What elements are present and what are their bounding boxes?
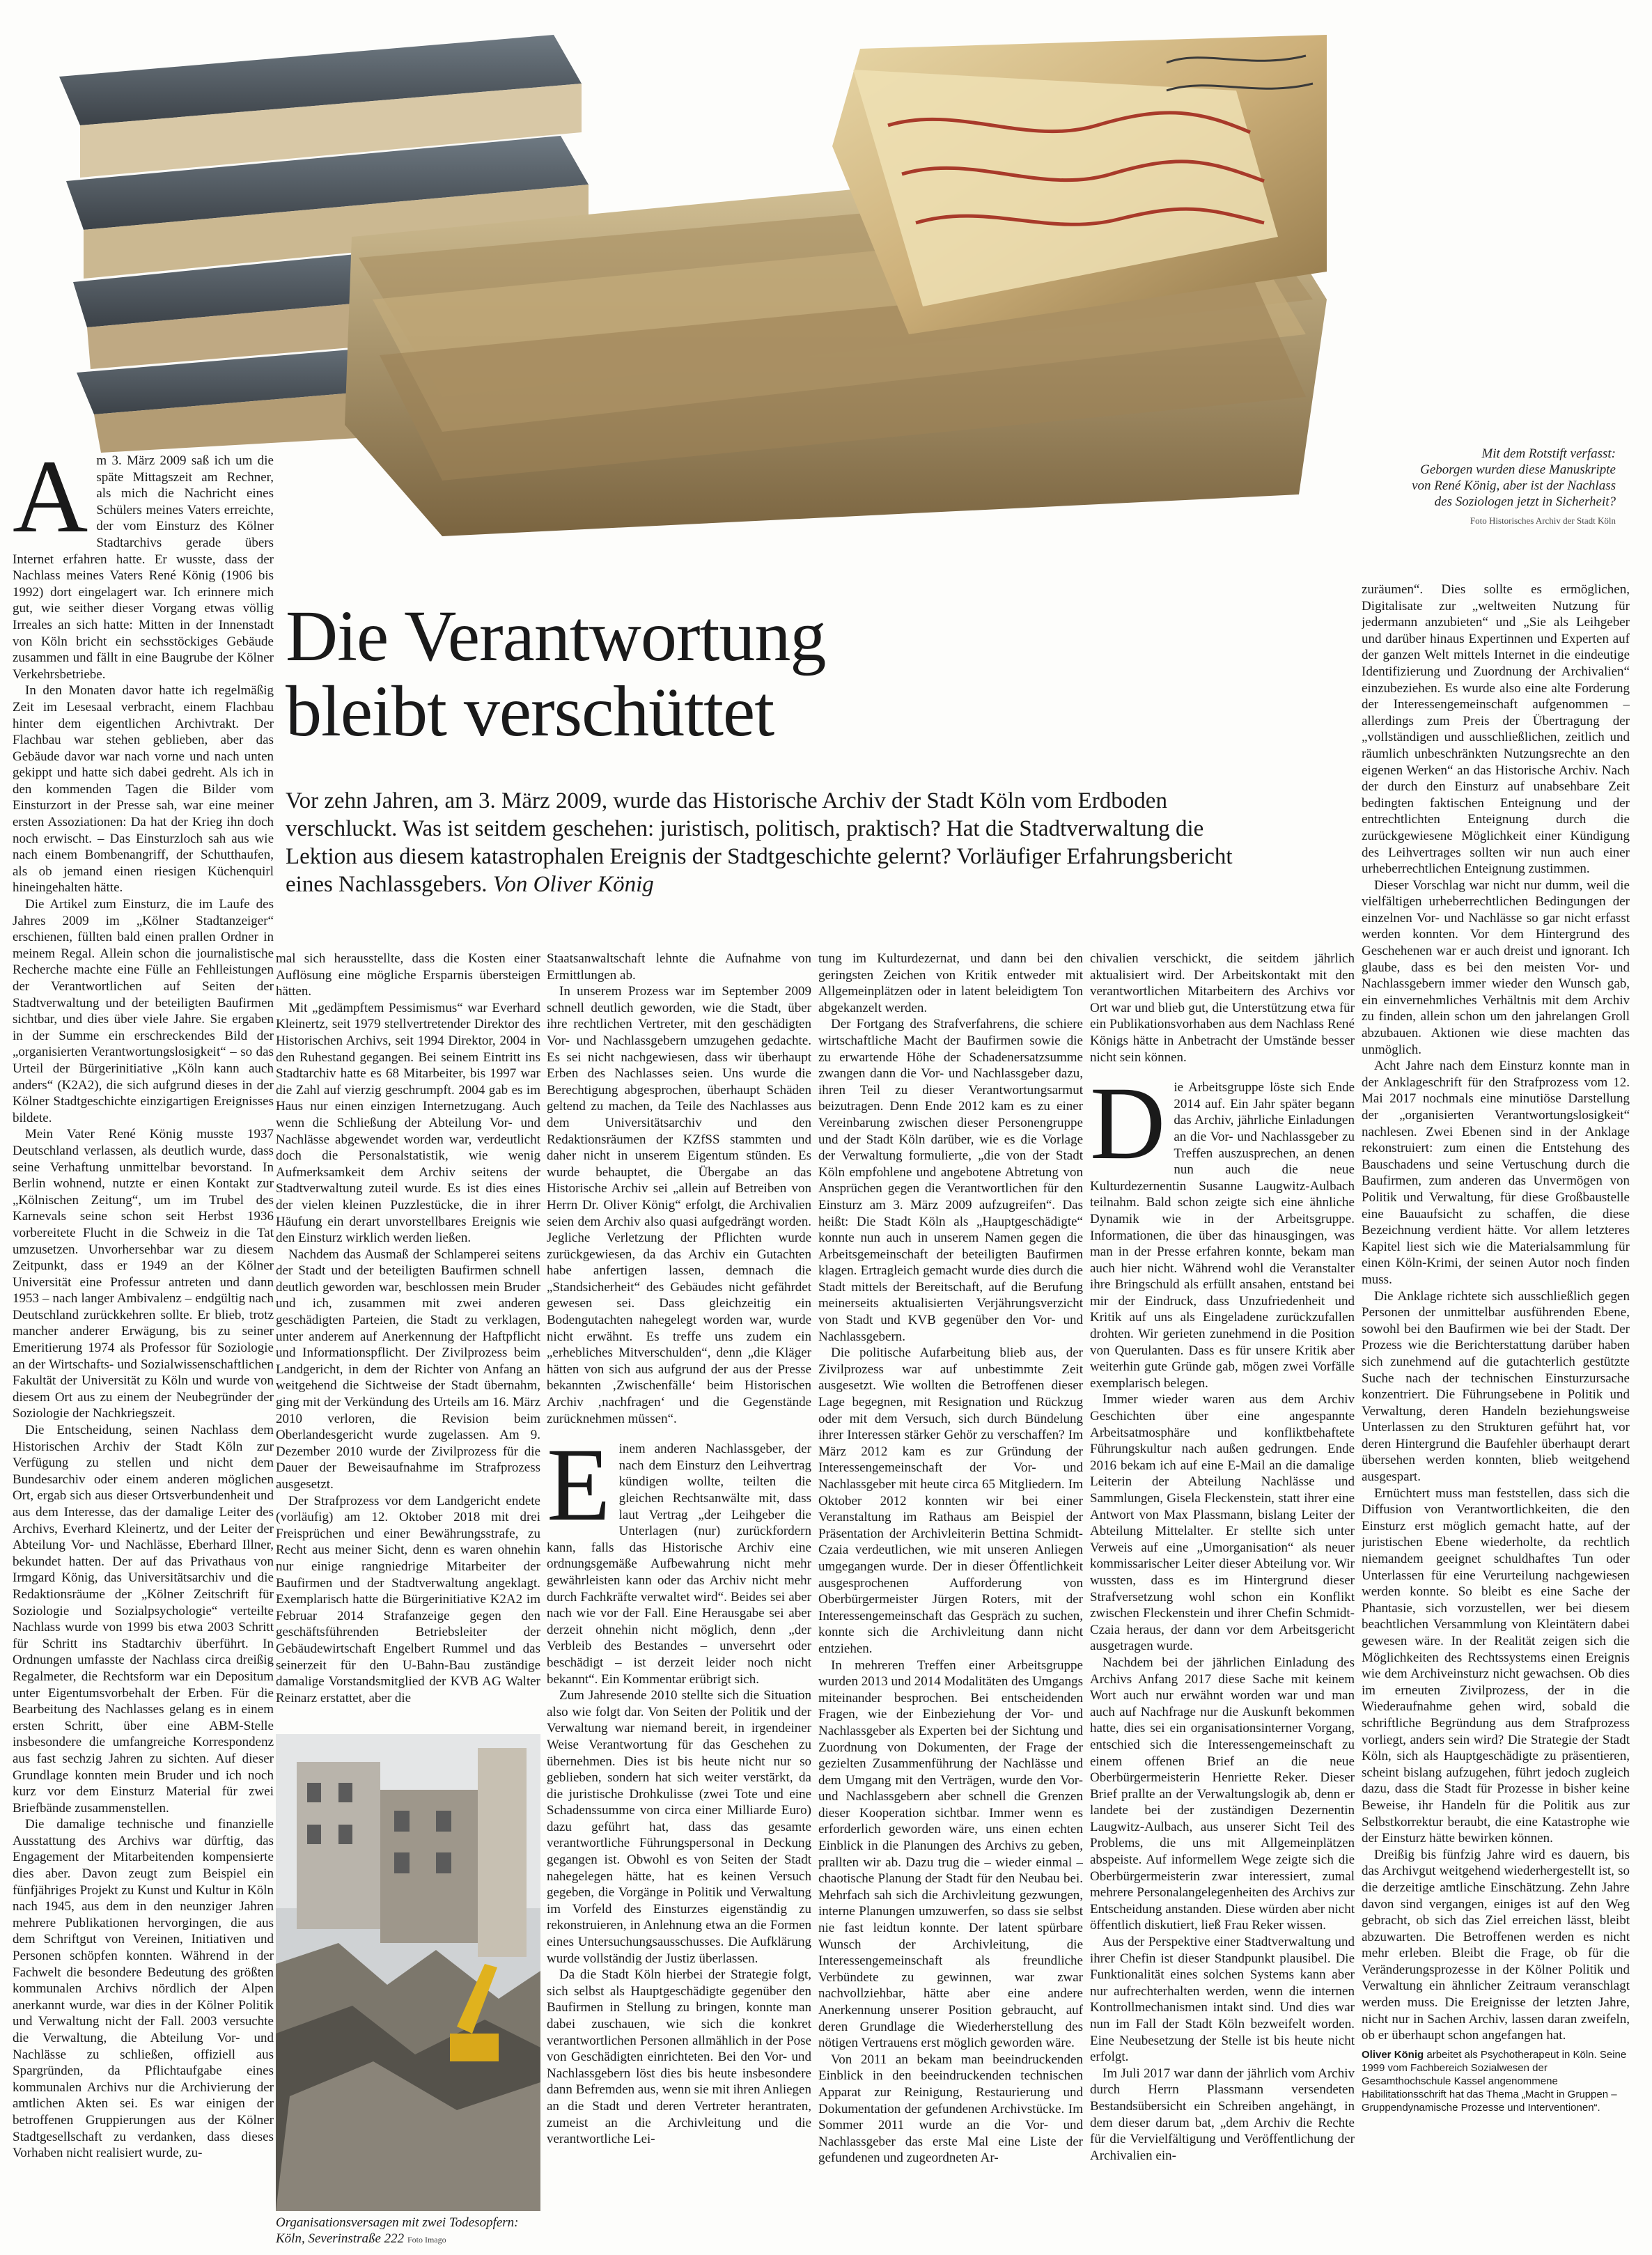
col6-paragraph-3: Acht Jahre nach dem Einsturz konnte man in der Anklageschrift für den Strafprozess vom 12. Mai 2017 nochmals eine minutiöse Darstellung der „organisierten Verantwortungslosigkeit“ nachlesen. Zwei Ebenen sind in der Anklage rekonstruiert: zum einen die Entstehung des Bauschadens und seine Vertuschung durch die Baufirmen, zum anderen das Unvermögen von Politik und Verwaltung, für diese Großbaustelle eine Bauaufsicht zu schaffen, die diese Bezeichnung verdient hätte. Vor allem letzteres Kapitel liest sich wie die Materialsammlung für einen Köln-Krimi, der seinen Autor noch finden muss.: [1362, 1059, 1630, 1287]
dropcap-d: D: [1090, 1066, 1166, 1182]
col3-p3-text: inem anderen Nachlassgeber, der nach dem Einsturz den Leihvertrag kündigen wollte, teilten die gleichen Rechtsanwälte mit, dass laut Vertrag „der Leihgeber die Unterlagen (nur) zurückfordern kann, falls das Historische Archiv eine ordnungsgemäße Aufbewahrung nicht mehr gewährleisten kann oder das Archiv nicht mehr durch Fachkräfte verwaltet wird“. Beides sei aber nach wie vor der Fall. Eine Herausgabe sei aber derzeit ohnehin nicht möglich, denn „der Verbleib des Bestandes – unversehrt oder beschädigt – ist derzeit leider noch nicht bekannt“. Ein Kommentar erübrigt sich.: [547, 1442, 811, 1687]
col5-paragraph-5: Aus der Perspektive einer Stadtverwaltung und ihrer Chefin ist dieser Standpunkt plausibel. Die Funktionalität eines solchen Systems kann aber nur aufrechterhalten werden, wenn die internen Kontrollmechanismen intakt sind. Und dies war nun im Fall der Stadt Köln bezweifelt worden. Eine Neubesetzung der Stelle ist bis heute nicht erfolgt.: [1090, 1935, 1355, 2065]
col1-p1-text: m 3. März 2009 saß ich um die späte Mittagszeit am Rechner, als mich die Nachricht eines Schülers meines Vaters erreichte, der vom Einsturz des Kölner Stadtarchivs gerade übers Internet erfahren hatte. Er wusste, dass der Nachlass meines Vaters René König (1906 bis 1992) dort eingelagert war. Ich erinnere mich gut, wie seither dieser Vorgang etwas völlig Irreales an sich hatte: Mitten in der Innenstadt von Köln bricht ein sechsstöckiges Gebäude zusammen und fällt in eine Baugrube der Kölner Verkehrsbetriebe.: [13, 453, 274, 682]
photo-caption-line1: Mit dem Rotstift verfasst:: [1481, 446, 1616, 461]
col3-paragraph-1: Staatsanwaltschaft lehnte die Aufnahme von Ermittlungen ab.: [547, 951, 811, 983]
col4-paragraph-4: In mehreren Treffen einer Arbeitsgruppe wurden 2013 und 2014 Modalitäten des Umgangs miteinander besprochen. Bei entscheidenden Fragen, wie der Einbeziehung der Vor- und Nachlassgeber als Experten bei der Sichtung und Zuordnung von Dokumenten, der Frage der gezielten Zusammenführung der Nachlässe und dem Umgang mit den Verträgen, wurde den Vor- und Nachlassgebern aber schnell die Grenzen dieser Kooperation sichtbar. Immer wenn es erforderlich geworden wäre, uns einen echten Einblick in die Planungen des Archivs zu geben, prallten wir ab. Dazu trug die – wieder einmal – chaotische Planung der Stadt für den Neubau bei. Mehrfach sah sich die Archivleitung gezwungen, interne Planungen umzuwerfen, so dass sie selbst nie fast leidtun konnte. Der latent spürbare Wunsch der Archivleitung, die Interessengemeinschaft als freundliche Verbündete zu gewinnen, war zwar nachvollziehbar, hätte aber eine andere Anerkennung unserer Position gebraucht, auf deren Grundlage die Wiederherstellung des nötigen Vertrauens erst möglich geworden wäre.: [818, 1657, 1083, 2051]
col1-paragraph-3: Die Artikel zum Einsturz, die im Laufe des Jahres 2009 im „Kölner Stadtanzeiger“ erschienen, füllten bald einen prallen Ordner in meinem Regal. Allein schon die journalistische Recherche machte eine Fülle an Fehlleistungen der Verantwortlichen auf Seiten der Stadtverwaltung und der beteiligten Baufirmen sichtbar, und dies über viele Jahre. Sie ergaben in der Summe ein erschreckendes Bild der „organisierten Verantwortungslosigkeit“ – so das Urteil der Bürgerinitiative „Köln kann auch anders“ (K2A2), die sich aufgrund dieses in der Kölner Stadtgeschichte einzigartigen Ereignisses bildete.: [13, 897, 274, 1125]
col6-paragraph-5: Ernüchtert muss man feststellen, dass sich die Diffusion von Verantwortlichkeiten, die den Einsturz erst möglich gemacht hatte, auf der juristischen Ebene wiederholte, da rechtlich niemandem geeignet schuldhaftes Tun oder Unterlassen für eine Verurteilung nachgewiesen werden konnte. So bleibt es eine Sache der Phantasie, sich vorzustellen, wer bei diesem beachtlichen Versammlung von Kleintätern dabei gewesen wäre. In der Realität zeigen sich die Möglichkeiten des Rechtssystems einen Ereignis wie dem Archiveinsturz nicht gewachsen. Ob dies im erneuten Zivilprozess, der in die Wiederaufnahme gehen wird, sobald die schriftliche Begründung aus dem Strafprozess vorliegt, anders sein wird? Die Strategie der Stadt Köln, sich als Hauptgeschädigte zu präsentieren, scheint bislang aufzugehen, führt jedoch zugleich dazu, dass die Stadt für Prozesse in bisher keine Beweise, ihr Handeln für die Politik aus zur Selbstkorrektur beraubt, die eine Katastrophe wie der Einsturz hätte bewirken können.: [1362, 1485, 1630, 1846]
photo-caption: [1337, 446, 1616, 529]
col1-paragraph-5: Die Entscheidung, seinen Nachlass dem Historischen Archiv der Stadt Köln zur Verfügung zu stellen und nicht dem Bundesarchiv oder einem anderen möglichen Ort, ergab sich aus dieser Ortsverbundenheit und aus dem Interesse, das der damalige Leiter des Archivs, Everhard Kleinertz, und der Leiter der Abteilung Vor- und Nachlässe, Eberhard Illner, bekundet hatten. Der auf das Privathaus von Irmgard König, das Universitätsarchiv und die Redaktionsräume der „Kölner Zeitschrift für Soziologie und Sozialpsychologie“ verteilte Nachlass wurde von 1999 bis etwa 2003 Schritt für Schritt ins Stadtarchiv überführt. In Ordnungen umfasste der Nachlass circa dreißig Regalmeter, die Rechtsform war ein Depositum unter Eigentumsvorbehalt der Erben. Für die Bearbeitung des Nachlasses gelang es in einem ersten Schritt, über eine ABM-Stelle insbesondere die umfangreiche Korrespondenz aus fast sechzig Jahren zu sichten. Auf dieser Grundlage konnten mein Bruder und ich noch kurz vor dem Einsturz Material für zwei Briefbände zusammenstellen.: [13, 1423, 274, 1816]
headline-line1: Die Verantwortung: [286, 596, 826, 676]
photo2-credit: Foto Imago: [407, 2235, 446, 2245]
col1-paragraph-6: Die damalige technische und finanzielle Ausstattung des Archivs war dürftig, das Engagement der Mitarbeitenden kompensierte dies aber. Davon zeugt zum Beispiel ein fünfjähriges Projekt zu Kunst und Kultur in Köln nach 1945, aus dem in den neunziger Jahren mehrere Publikationen hervorgingen, die aus dem Schriftgut von Vereinen, Initiativen und Personen schöpfen konnten. Während in der Fachwelt die besondere Bedeutung des größten kommunalen Archivs nördlich der Alpen anerkannt wurde, war dies in der Kölner Politik und Verwaltung nicht der Fall. 2003 versuchte die Verwaltung, die Abteilung Vor- und Nachlässe zu schließen, offiziell aus Spargründen, da Pflichtaufgabe eines kommunalen Archivs nur die Archivierung der amtlichen Akten sei. Es war einigen der betroffenen Gruppierungen aus der Kölner Stadtgesellschaft zu verdanken, dass dieses Vorhaben nicht realisiert wurde, zu-: [13, 1817, 274, 2161]
col2-paragraph-3: Nachdem das Ausmaß der Schlamperei seitens der Stadt und der beteiligten Baufirmen schnell deutlich geworden war, beschlossen mein Bruder und ich, zusammen mit zwei anderen geschädigten Parteien, die Stadt zu verklagen, unter anderem auf Anerkennung der Haftpflicht und Informationspflicht. Der Zivilprozess beim Landgericht, in dem der Richter von Anfang an weitgehend die Sichtweise der Stadt übernahm, ging mit der Verkündung des Urteils am 16. März 2010 verloren, die Revision beim Oberlandesgericht wurde zugelassen. Am 9. Dezember 2010 wurde der Zivilprozess für die Dauer der Beweisaufnahme im Strafprozess ausgesetzt.: [276, 1247, 540, 1492]
col3-paragraph-3: [547, 1427, 811, 1687]
col4-paragraph-2: Der Fortgang des Strafverfahrens, die schiere wirtschaftliche Macht der Baufirmen sowie die zu erwartende Höhe der Schadenersatzsumme zwangen dann die Vor- und Nachlassgeber dazu, ihren Teil zu dieser Verantwortungsarmut beizutragen. Denn Ende 2012 kam es zu einer Vereinbarung zwischen dieser Personengruppe und der Stadt Köln darüber, wie es die Vorlage der Verwaltung formulierte, „die von der Stadt Köln empfohlene und angebotene Abtretung von Ansprüchen gegen die Verantwortlichen für den Einsturz am 3. März 2009 aufzugreifen“. Das heißt: Die Stadt Köln als „Hauptgeschädigte“ konnte nun auch in unserem Namen gegen die Arbeitsgemeinschaft der beteiligten Baufirmen klagen. Ertragleich gemacht wurde dies durch die Stadt mittels der Bereitschaft, auf die Berufung meinerseits aktualisierten Verjährungsverzicht von Stadt und KVB gegenüber den Vor- und Nachlassgebern.: [818, 1017, 1083, 1344]
column-2: [276, 951, 540, 1731]
col4-paragraph-3: Die politische Aufarbeitung blieb aus, der Zivilprozess war auf unbestimmte Zeit ausgesetzt. Wie wollten die Betroffenen dieser Lage begegnen, mit Resignation und Rückzug oder mit dem Versuch, sich durch Bündelung ihrer Interessen stärker Gehör zu verschaffen? Im März 2012 kam es zur Gründung der Interessengemeinschaft der Vor- und Nachlassgeber mit heute circa 65 Mitgliedern. Im Oktober 2012 konnten wir bei einer Veranstaltung im Rathaus am Beispiel der Präsentation der Archivleiterin Bettina Schmidt-Czaia verdeutlichen, wie mit unseren Anliegen umgegangen wurde. Der in dieser Öffentlichkeit ausgesprochenen Aufforderung von Oberbürgermeister Jürgen Roters, mit der Interessengemeinschaft das Gespräch zu suchen, konnte sich die Archivleitung dann nicht entziehen.: [818, 1345, 1083, 1656]
bio-name: Oliver König: [1362, 2048, 1424, 2061]
col5-paragraph-3: Immer wieder waren aus dem Archiv Geschichten über eine angespannte Arbeitsatmosphäre und konfliktbehaftete Führungskultur nach außen gedrungen. Ende 2016 bekam ich auf eine E-Mail an die damalige Leiterin der Abteilung Nachlässe und Sammlungen, Gisela Fleckenstein, statt ihrer eine Antwort von Max Plassmann, bislang Leiter der Abteilung Mittelalter. Er stellte sich unter Verweis auf eine „Umorganisation“ als neuer kommissarischer Leiter dieser Abteilung vor. Wir wussten, dass es im Hintergrund dieser Strafversetzung wohl schon ein Konflikt zwischen Fleckenstein und ihrer Chefin Schmidt-Czaia heraus, der dann vor dem Arbeitsgericht ausgetragen wurde.: [1090, 1392, 1355, 1654]
column-6: [1362, 582, 1630, 2253]
col2-paragraph-1: mal sich herausstellte, dass die Kosten einer Auflösung eine mögliche Ersparnis übersteigen hätten.: [276, 951, 540, 999]
photo2-caption: [276, 2215, 540, 2248]
column-5: [1090, 951, 1355, 2253]
photo-caption-line2: Geborgen wurden diese Manuskripte: [1420, 462, 1616, 477]
col3-paragraph-2: In unserem Prozess war im September 2009 schnell deutlich geworden, wie die Stadt, über ihre rechtlichen Vertreter, mit den geschädigten Vor- und Nachlassgebern umzugehen gedachte. Es sei nicht nachgewiesen, dass wir überhaupt Erben des Nachlasses seien. Uns wurde die Berechtigung abgesprochen, überhaupt Schäden geltend zu machen, da Teile des Nachlasses aus dem Universitätsarchiv und den Redaktionsräumen der KZfSS stammten und daher nicht in unserem Eigentum stünden. Es wurde behauptet, die Übergabe an das Historische Archiv sei „allein auf Betreiben von Herrn Dr. Oliver König“ erfolgt, die Archivalien seien dem Archiv also quasi aufgedrängt worden. Jegliche Verletzung der Pflichten wurde zurückgewiesen, da das Archiv ein Gutachten habe anfertigen lassen, demnach die „Standsicherheit“ des Gebäudes nicht gefährdet gewesen sei. Dass gleichzeitig ein Bodengutachten nahegelegt worden war, wurde nicht erwähnt. Es treffe uns zudem ein „erhebliches Mitverschulden“, denn „die Kläger hätten von sich aus aufgrund der aus der Presse bekannten ‚Zwischenfälle‘ beim Historischen Archiv ‚nachfragen‘ und die Gegenstände zurücknehmen müssen“.: [547, 984, 811, 1426]
teaser: [286, 787, 1275, 898]
column-4: [818, 951, 1083, 2253]
col6-paragraph-2: Dieser Vorschlag war nicht nur dumm, weil die vielfältigen urheberrechtlichen Bedingungen der einzelnen Vor- und Nachlässe so gar nicht erfasst werden konnten. Vor dem Hintergrund des Geschehenen war er auch dreist und ignorant. Ich glaube, dass es bei den meisten Vor- und Nachlassgebern immer wieder den Wunsch gab, ein einvernehmliches Verhältnis mit dem Archiv zu finden, allein schon um den jahrelangen Groll abzubauen. Aktionen wie diese machten das unmöglich.: [1362, 877, 1630, 1057]
headline-line2: bleibt verschüttet: [286, 671, 774, 751]
col5-paragraph-2: [1090, 1066, 1355, 1391]
column-1: [13, 453, 274, 2255]
col1-paragraph-4: Mein Vater René König musste 1937 Deutschland verlassen, als deutlich wurde, dass seine Verhaftung unmittelbar bevorstand. In Berlin wohnend, nutzte er einen Kontakt zur „Kölnischen Zeitung“, um im Trubel des Karnevals seine schon seit Herbst 1936 vorbereitete Flucht in die Schweiz in die Tat umzusetzen. Unvorhersehbar war zu diesem Zeitpunkt, dass er 1949 an der Kölner Universität eine Professur antreten und dann 1953 – nach langer Ambivalenz – endgültig nach Deutschland zurückkehren sollte. Er blieb, trotz mancher anderer Erwägung, bis zu seiner Emeritierung 1974 als Professor für Soziologie an der Wirtschafts- und Sozialwissenschaftlichen Fakultät der Universität zu Köln und wurde von diesem Ort aus zu einem der Neubegründer der Soziologie der Nachkriegszeit.: [13, 1127, 274, 1421]
col2-paragraph-2: Mit „gedämpftem Pessimismus“ war Everhard Kleinertz, seit 1979 stellvertretender Direktor des Historischen Archivs, seit 1994 Direktor, 2004 in den Ruhestand gegangen. Bei seinem Eintritt ins Stadtarchiv hatte es 68 Mitarbeiter, bis 1997 war die Zahl auf vierzig geschrumpft. 2004 gab es im Haus nur einen einzigen Internetzugang. Auch wenn die Schließung der Abteilung Vor- und Nachlässe abgewendet worden war, verdeutlicht doch die Personalstatistik, wie wenig Aufmerksamkeit dem Archiv seitens der Stadtverwaltung zuteil wurde. Es ist dies eines der vielen kleinen Puzzlestücke, die in ihrer Häufung ein derart unvorstellbares Ereignis wie den Einsturz wirklich werden ließen.: [276, 1000, 540, 1246]
col5-paragraph-6: Im Juli 2017 war dann der jährlich vom Archiv durch Herrn Plassmann versendeten Bestandsübersicht ein Schreiben angehängt, in dem dieser darum bat, „dem Archiv die Rechte für die Vervielfältigung und Veröffentlichung der Archivalien ein-: [1090, 2066, 1355, 2163]
col5-paragraph-1: chivalien verschickt, die seitdem jährlich aktualisiert wird. Der Arbeitskontakt mit den verantwortlichen Mitarbeitern des Archivs vor Ort war und blieb gut, die Unterstützung etwa für ein Publikationsvorhaben aus dem Nachlass René Königs hätte in Anbetracht der Umstände besser nicht sein können.: [1090, 951, 1355, 1065]
col5-paragraph-4: Nachdem bei der jährlichen Einladung des Archivs Anfang 2017 diese Sache mit keinem Wort auch nur erwähnt worden war und man auch auf Nachfrage nur die Auskunft bekommen hatte, dies sei ein organisationsinterner Vorgang, entschied sich die Interessengemeinschaft zu einem offenen Brief an die neue Oberbürgermeisterin Henriette Reker. Dieser Brief prallte an der Verwaltungslogik ab, denn er landete bei der zuständigen Dezernentin Laugwitz-Aulbach, aus unserer Sicht Teil des Problems, die uns mit Allgemeinplätzen abspeiste. Auf informellem Wege zeigte sich die Oberbürgermeisterin zwar interessiert, zumal mehrere Personalangelegenheiten des Archivs zur Entscheidung anstanden. Diese würden aber nicht öffentlich diskutiert, ließ Frau Reker wissen.: [1090, 1655, 1355, 1933]
col6-paragraph-1: zuräumen“. Dies sollte es ermöglichen, Digitalisate zur „weltweiten Nutzung für jedermann anzubieten“ und „Sie als Leihgeber und darüber hinaus Expertinnen und Experten auf der ganzen Welt mittels Internet in die eindeutige Identifizierung und Zuordnung der Archivalien“ einzubeziehen. Es wurde also eine alte Forderung der Interessengemeinschaft aufgenommen – allerdings zum Preis der Übertragung der „vollständigen und ausschließlichen, zeitlich und räumlich unbeschränkten Nutzungsrechte an den eigenen Werken“ an das Historische Archiv. Nach der durch den Einsturz auf unabsehbare Zeit bedingten faktischen Enteignung und der entrechtlichten Enteignung durch die zurückgewiesene Möglichkeit einer Kündigung des Leihvertrages sollten wir nun auch einer urheberrechtlichen Enteignung zustimmen.: [1362, 582, 1630, 877]
teaser-text: Vor zehn Jahren, am 3. März 2009, wurde das Historische Archiv der Stadt Köln vom Erdboden verschluckt. Was ist seitdem geschehen: juristisch, politisch, praktisch? Hat die Stadtverwaltung die Lektion aus diesem katastrophalen Ereignis der Stadtgeschichte gelernt? Vorläufiger Erfahrungsbericht eines Nachlassgebers.: [286, 788, 1233, 897]
photo-credit: Foto Historisches Archiv der Stadt Köln: [1470, 515, 1616, 526]
column-3: [547, 951, 811, 2253]
headline: [286, 596, 1261, 751]
photo-caption-line4: des Soziologen jetzt in Sicherheit?: [1434, 494, 1616, 509]
collapse-photo: [276, 1734, 540, 2211]
photo-caption-line3: von René König, aber ist der Nachlass: [1412, 478, 1616, 493]
col3-paragraph-4: Zum Jahresende 2010 stellte sich die Situation also wie folgt dar. Von Seiten der Politik und der Verwaltung war niemand bereit, in irgendeiner Weise Verantwortung für das Geschehen zu übernehmen. Dies ist bis heute nicht nur so geblieben, sondern hat sich weiter verstärkt, da die juristische Drohkulisse (zwei Tote und eine Schadenssumme von circa einer Milliarde Euro) dazu geführt hat, dass das gesamte verantwortliche Führungspersonal in Deckung gegangen ist. Obwohl es von Seiten der Stadt nahegelegen hätte, hat es keinen Versuch gegeben, die Vorgänge in Politik und Verwaltung im Vorfeld des Einsturzes eigenständig zu rekonstruieren, in Anlehnung etwa an die Formen eines Untersuchungsausschusses. Die Aufklärung wurde vollständig der Justiz überlassen.: [547, 1688, 811, 1966]
dropcap-e: E: [547, 1427, 611, 1543]
col4-paragraph-1: tung im Kulturdezernat, und dann bei den geringsten Zeichen von Kritik entweder mit Allgemeinplätzen oder in latent beleidigtem Ton abgekanzelt werden.: [818, 951, 1083, 1015]
col1-paragraph-2: In den Monaten davor hatte ich regelmäßig Zeit im Lesesaal verbracht, einem Flachbau hinter dem eigentlichen Archivtrakt. Der Flachbau war stehen geblieben, aber das Gebäude davor war nach vorne und nach unten gekippt und hatte sich dabei gedreht. Als ich in den kommenden Tagen die Bilder vom Einsturzort in der Presse sah, war eine meiner ersten Assoziationen: Da hat der Krieg ihn doch noch erwischt. – Das Einsturzloch sah aus wie nach einem Bombenangriff, der Schutthaufen, als ob jemand einen riesigen Küchenquirl hineingehalten hätte.: [13, 683, 274, 896]
col6-paragraph-4: Die Anklage richtete sich ausschließlich gegen Personen der unmittelbar ausführenden Ebene, sowohl bei den Baufirmen wie bei der Stadt. Der Prozess wie die Berichterstattung darüber haben sich zunehmend auf die gutachterlich gestützte Suche nach der technischen Einsturzursache konzentriert. Die Führungsebene in Politik und Verwaltung, deren Handeln beziehungsweise Unterlassen zu den Strukturen geführt hat, vor deren Hintergrund die Baufehler überhaupt derart übersehen werden konnten, blieb weitgehend ausgespart.: [1362, 1288, 1630, 1485]
col3-paragraph-5: Da die Stadt Köln hierbei der Strategie folgt, sich selbst als Hauptgeschädigte gegenüber den Baufirmen in Stellung zu bringen, konnte man dabei zuschauen, wie sich die konkret verantwortlichen Personen allmählich in der Pose von Geschädigten einrichteten. Bei den Vor- und Nachlassgebern löst dies bis heute insbesondere dann Befremden aus, wenn sie mit ihren Anliegen an die Stadt und deren Vertreter herantraten, zumeist an die Archivleitung und die verantwortliche Lei-: [547, 1967, 811, 2147]
col1-paragraph-1: [13, 453, 274, 682]
col5-p2-text: ie Arbeitsgruppe löste sich Ende 2014 auf. Ein Jahr später begann das Archiv, jährliche Einladungen an die Vor- und Nachlassgeber zu Treffen auszusprechen, an denen nun auch die neue Kulturdezernentin Susanne Laugwitz-Aulbach teilnahm. Bald schon zeigte sich eine ähnliche Dynamik wie in der Arbeitsgruppe. Informationen, die über das hinausgingen, was man in der Presse erfahren konnte, bekam man auch hier nicht. Während wohl die Veranstalter ihre Bringschuld als erfüllt ansahen, entstand bei mir der Eindruck, dass Unzufriedenheit und Kritik auf uns als Eingeladene zurückzufallen drohten. Wir gerieten zunehmend in die Position von Querulanten. Dass es für unsere Kritik aber weiterhin gute Gründe gab, mögen zwei Vorfälle exemplarisch belegen.: [1090, 1080, 1355, 1391]
photo2-caption-text: Organisationsversagen mit zwei Todesopfern: Köln, Severinstraße 222: [276, 2215, 519, 2246]
author-byline: Von Oliver König: [492, 872, 654, 897]
col2-paragraph-4: Der Strafprozess vor dem Landgericht endete (vorläufig) am 12. Oktober 2018 mit drei Freisprüchen und einer Bewährungsstrafe, zu Recht aus meiner Sicht, denn es waren ohnehin nur einige rangniedrige Mitarbeiter der Baufirmen und der Stadtverwaltung angeklagt. Exemplarisch hatte die Bürgerinitiative K2A2 im Februar 2014 Strafanzeige gegen den geschäftsführenden Betriebsleiter der Gebäudewirtschaft Engelbert Rummel und das seinerzeit für den U-Bahn-Bau zuständige damalige Vorstandsmitglied der KVB AG Walter Reinarz erstattet, aber die: [276, 1493, 540, 1706]
bio-text: arbeitet als Psychotherapeut in Köln. Seine 1999 vom Fachbereich Sozialwesen der Gesamthochschule Kassel angenommene Habilitationsschrift hat das Thema „Macht in Gruppen – Gruppendynamische Prozesse und Interventionen“.: [1362, 2048, 1627, 2114]
dropcap-a: A: [13, 453, 88, 554]
col6-paragraph-6: Dreißig bis fünfzig Jahre wird es dauern, bis das Archivgut weitgehend wiederhergestellt ist, so die derzeitige amtliche Einschätzung. Zehn Jahre davon sind vergangen, einiges ist auf den Weg gebracht, ob sich das Ziel erreichen lässt, bleibt abzuwarten. Die Betroffenen werden es nicht mehr erleben. Bleibt die Frage, ob für die Veränderungsprozesse in der Kölner Politik und Verwaltung ein ähnlicher Zeitraum veranschlagt werden muss. Die Ereignisse der letzten Jahre, nicht nur in Sachen Archiv, lassen daran zweifeln, ob er überhaupt schon angefangen hat.: [1362, 1847, 1630, 2043]
col4-paragraph-5: Von 2011 an bekam man beeindruckenden Einblick in den beeindruckenden technischen Apparat zur Reinigung, Restaurierung und Dokumentation der gefundenen Archivstücke. Im Sommer 2011 wurde an die Vor- und Nachlassgeber das erste Mal eine Liste der gefundenen und zugeordneten Ar-: [818, 2052, 1083, 2166]
author-bio: [1362, 2048, 1630, 2114]
